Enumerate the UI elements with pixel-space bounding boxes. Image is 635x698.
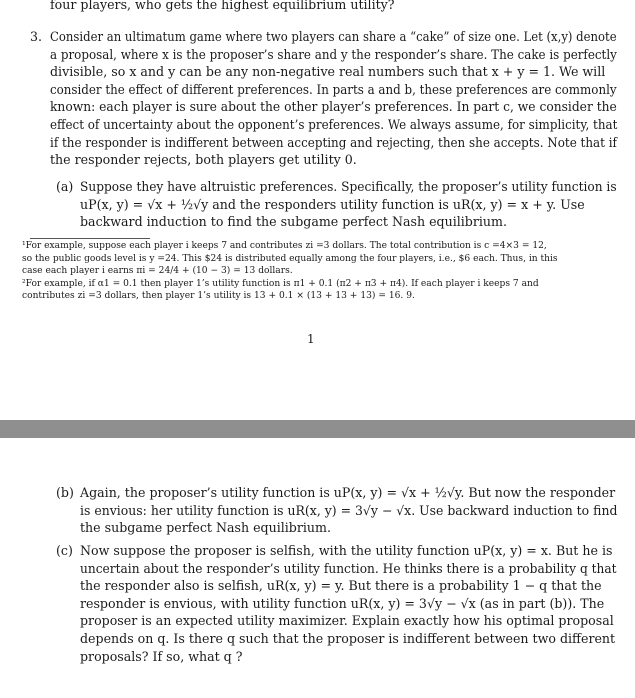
part-c-line: Now suppose the proposer is selfish, with the utility function uP(x, y) = x. But he is: [80, 543, 613, 558]
page-number: 1: [307, 332, 315, 346]
footnote-rule: [30, 238, 150, 239]
part-c-line: the responder also is selfish, uR(x, y) = y. But there is a probability 1 − q that the: [80, 578, 602, 594]
part-b-label: (b): [56, 485, 74, 500]
q3-line: known: each player is sure about the other player’s preferences. In part c, we consider the: [50, 99, 617, 115]
q3-line: consider the effect of different preferences. In parts a and b, these preferences are commonly: [50, 81, 617, 97]
part-c-body: [80, 542, 634, 665]
footnote-line: case each player i earns πi = 24/4 + (10 − 3) = 13 dollars.: [22, 266, 293, 276]
question-3-number: 3.: [30, 29, 43, 44]
part-a-line: backward induction to find the subgame perfect Nash equilibrium.: [80, 214, 507, 230]
footnotes: [22, 240, 558, 303]
footnote-line: contributes zi =3 dollars, then player 1’s utility is 13 + 0.1 × (13 + 13 + 13) = 16. 9.: [22, 291, 415, 301]
q3-line: Consider an ultimatum game where two players can share a “cake” of size one. Let (x,y) denote: [50, 29, 617, 44]
part-c-line: depends on q. Is there q such that the proposer is indifferent between two different: [80, 630, 616, 646]
q3-line: effect of uncertainty about the opponent’s preferences. We always assume, for simplicity, that: [50, 116, 618, 132]
footnote-line: ¹For example, suppose each player i keeps 7 and contributes zi =3 dollars. The total contribution is c =4×3 = 12,: [22, 241, 547, 251]
part-a-line: Suppose they have altruistic preferences. Specifically, the proposer’s utility function is: [80, 179, 617, 194]
part-c-label: (c): [56, 543, 73, 558]
page-separator: [0, 420, 635, 438]
part-b-body: [80, 484, 623, 537]
q3-line: divisible, so x and y can be any non-negative real numbers such that x + y = 1. We will: [50, 64, 606, 80]
q3-line: if the responder is indifferent between accepting and rejecting, then she accepts. Note that if: [50, 134, 617, 150]
part-c-line: proposer is an expected utility maximizer. Explain exactly how his optimal proposal: [80, 613, 614, 629]
part-b-line: is envious: her utility function is uR(x, y) = 3√y − √x. Use backward induction to find: [80, 502, 618, 518]
q3-line: a proposal, where x is the proposer’s share and y the responder’s share. The cake is perfectly: [50, 46, 617, 62]
q3-line: the responder rejects, both players get utility 0.: [50, 152, 357, 168]
part-a-label: (a): [56, 179, 74, 194]
part-b-line: Again, the proposer’s utility function is uP(x, y) = √x + ½√y. But now the responder: [80, 485, 616, 500]
part-b-line: the subgame perfect Nash equilibrium.: [80, 520, 331, 536]
footnote-line: ²For example, if α1 = 0.1 then player 1’s utility function is π1 + 0.1 (π2 + π3 + π4). If each player i keeps 7 and: [22, 278, 539, 289]
part-c-line: proposals? If so, what q ?: [80, 648, 243, 664]
part-c-line: uncertain about the responder’s utility function. He thinks there is a probability q that: [80, 560, 617, 576]
top-fragment-text: four players, who gets the highest equilibrium utility?: [50, 0, 395, 12]
part-c-line: responder is envious, with utility function uR(x, y) = 3√y − √x (as in part (b)). The: [80, 595, 605, 611]
footnote-line: so the public goods level is y =24. This $24 is distributed equally among the four players, i.e., $6 each. Thus, in this: [22, 253, 558, 264]
question-3-body: [50, 28, 635, 169]
page-2: [0, 438, 635, 698]
part-a-line: uP(x, y) = √x + ½√y and the responders utility function is uR(x, y) = x + y. Use: [80, 196, 585, 212]
part-a-body: [80, 178, 635, 231]
